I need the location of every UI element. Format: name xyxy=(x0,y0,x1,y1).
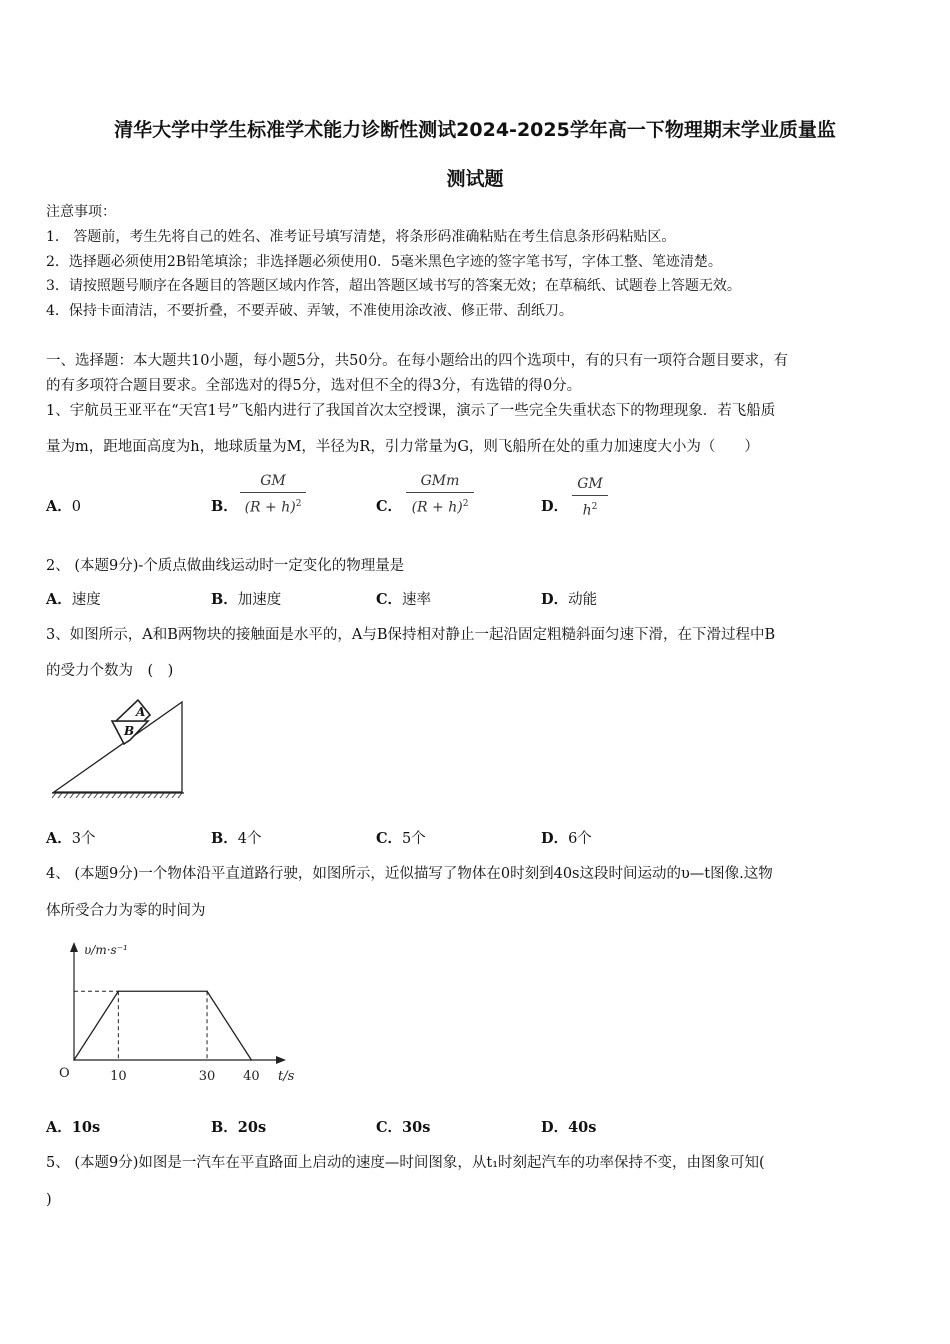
q1-option-c-fraction xyxy=(406,472,474,517)
option-text: 3个 xyxy=(71,831,96,847)
fraction-numerator: GM xyxy=(260,473,286,489)
section-instructions: 一、选择题：本大题共10小题，每小题5分，共50分。在每小题给出的四个选项中，有的只有一项符合题目要求，有 xyxy=(46,353,789,369)
q1-option-c[interactable] xyxy=(376,498,402,516)
note-item: 2．选择题必须使用2B铅笔填涂；非选择题必须使用0．5毫米黑色字迹的签字笔书写，字体工整、笔迹清楚。 xyxy=(46,254,722,270)
option-text: 20s xyxy=(237,1119,267,1136)
section-instructions-2: 的有多项符合题目要求。全部选对的得5分，选对但不全的得3分，有选错的得0分。 xyxy=(46,378,582,394)
fraction-denominator: (R + h) xyxy=(244,499,296,516)
q2-option-d[interactable] xyxy=(541,591,597,609)
q5-stem: 5、 (本题9分)如图是一汽车在平直路面上启动的速度—时间图象，从t₁时刻起汽车的功率保持不变，由图象可知( xyxy=(46,1155,765,1171)
option-text: 10s xyxy=(71,1119,101,1136)
option-label: A． xyxy=(46,1119,72,1136)
q5-stem-2: ) xyxy=(46,1192,52,1208)
note-item: 3．请按照题号顺序在各题目的答题区域内作答，超出答题区域书写的答案无效；在草稿纸、试题卷上答题无效。 xyxy=(46,278,741,294)
option-text: 40s xyxy=(568,1119,597,1136)
q1-option-d-fraction xyxy=(572,475,608,520)
x-tick-label: 30 xyxy=(198,1069,216,1084)
series-segment xyxy=(207,991,251,1060)
option-text: 6个 xyxy=(568,831,592,847)
q4-option-a[interactable] xyxy=(46,1119,100,1137)
option-text: 速度 xyxy=(71,592,101,608)
option-text: 速率 xyxy=(402,592,432,608)
fraction-denominator: h xyxy=(582,502,592,519)
fraction-numerator: GMm xyxy=(420,473,460,489)
q1-stem-2: 量为m，距地面高度为h，地球质量为M，半径为R，引力常量为G，则飞船所在处的重力加速度大小为（ ） xyxy=(46,439,759,455)
data-point xyxy=(73,1059,75,1061)
note-item: 4．保持卡面清洁，不要折叠，不要弄破、弄皱，不准使用涂改液、修正带、刮纸刀。 xyxy=(46,303,573,319)
notes-heading: 注意事项： xyxy=(46,204,116,220)
fraction-numerator: GM xyxy=(577,476,603,492)
x-axis-label: t/s xyxy=(278,1069,295,1084)
q1-option-d[interactable] xyxy=(541,498,568,516)
q3-option-b[interactable] xyxy=(211,830,262,848)
q4-option-b[interactable] xyxy=(211,1119,266,1137)
option-label: B． xyxy=(211,1119,238,1136)
data-point xyxy=(251,1059,253,1061)
option-label: C． xyxy=(376,591,403,608)
option-label: D． xyxy=(541,591,569,608)
x-axis-arrow xyxy=(276,1056,286,1064)
q3-option-c[interactable] xyxy=(376,830,426,848)
x-tick-label: 40 xyxy=(243,1069,260,1084)
q4-stem: 4、 (本题9分)一个物体沿平直道路行驶，如图所示，近似描写了物体在0时刻到40s这段时间运动的υ—t图像.这物 xyxy=(46,866,773,882)
series-segment xyxy=(74,991,118,1060)
q2-option-b[interactable] xyxy=(211,591,281,609)
block-a-label: A xyxy=(136,705,146,719)
option-label: A． xyxy=(46,498,72,515)
option-label: A． xyxy=(46,591,72,608)
q3-option-a[interactable] xyxy=(46,830,96,848)
page-title-line2: 测试题 xyxy=(446,168,504,190)
option-label: D． xyxy=(541,498,569,515)
option-label: A． xyxy=(46,830,72,847)
option-text: 4个 xyxy=(237,831,262,847)
fraction-denominator: (R + h) xyxy=(411,499,463,516)
q3-option-d[interactable] xyxy=(541,830,592,848)
q2-stem: 2、 (本题9分)-个质点做曲线运动时一定变化的物理量是 xyxy=(46,558,405,574)
q1-option-b-fraction xyxy=(240,472,306,517)
y-axis-label: υ/m·s⁻¹ xyxy=(84,943,128,957)
data-point xyxy=(118,990,120,992)
incline-figure xyxy=(48,692,188,804)
option-text: 30s xyxy=(402,1119,431,1136)
q2-option-a[interactable] xyxy=(46,591,101,609)
option-label: C． xyxy=(376,498,403,515)
y-axis-arrow xyxy=(70,942,78,952)
option-label: D． xyxy=(541,1119,569,1136)
fraction-exponent: 2 xyxy=(591,502,598,512)
q3-stem: 3、如图所示，A和B两物块的接触面是水平的，A与B保持相对静止一起沿固定粗糙斜面匀速下滑，在下滑过程中B xyxy=(46,627,776,643)
q4-stem-2: 体所受合力为零的时间为 xyxy=(46,903,206,919)
q3-stem-2: 的受力个数为 ( ) xyxy=(46,663,174,679)
option-label: D． xyxy=(541,830,569,847)
page-title: 清华大学中学生标准学术能力诊断性测试2024-2025学年高一下物理期末学业质量监 xyxy=(114,119,836,141)
option-text: 动能 xyxy=(568,592,598,608)
data-point xyxy=(206,990,208,992)
q1-option-a[interactable] xyxy=(46,498,81,516)
option-label: C． xyxy=(376,1119,403,1136)
q1-stem: 1、宇航员王亚平在“天宫1号”飞船内进行了我国首次太空授课，演示了一些完全失重状态下的物理现象．若飞船质 xyxy=(46,403,776,419)
option-label: B． xyxy=(211,591,238,608)
option-text: 0 xyxy=(71,499,81,515)
q1-option-b[interactable] xyxy=(211,498,238,516)
origin-label: O xyxy=(59,1066,70,1081)
option-text: 5个 xyxy=(402,831,426,847)
note-item: 1． 答题前，考生先将自己的姓名、准考证号填写清楚，将条形码准确粘贴在考生信息条形码粘贴区。 xyxy=(46,229,676,245)
fraction-exponent: 2 xyxy=(462,499,469,509)
q4-option-c[interactable] xyxy=(376,1119,430,1137)
block-b-label: B xyxy=(124,724,135,738)
x-tick-label: 10 xyxy=(110,1069,127,1084)
option-label: B． xyxy=(211,498,238,515)
option-label: B． xyxy=(211,830,238,847)
option-text: 加速度 xyxy=(237,592,282,608)
vt-chart xyxy=(50,938,300,1088)
fraction-exponent: 2 xyxy=(295,499,302,509)
option-label: C． xyxy=(376,830,403,847)
q4-option-d[interactable] xyxy=(541,1119,596,1137)
q2-option-c[interactable] xyxy=(376,591,431,609)
